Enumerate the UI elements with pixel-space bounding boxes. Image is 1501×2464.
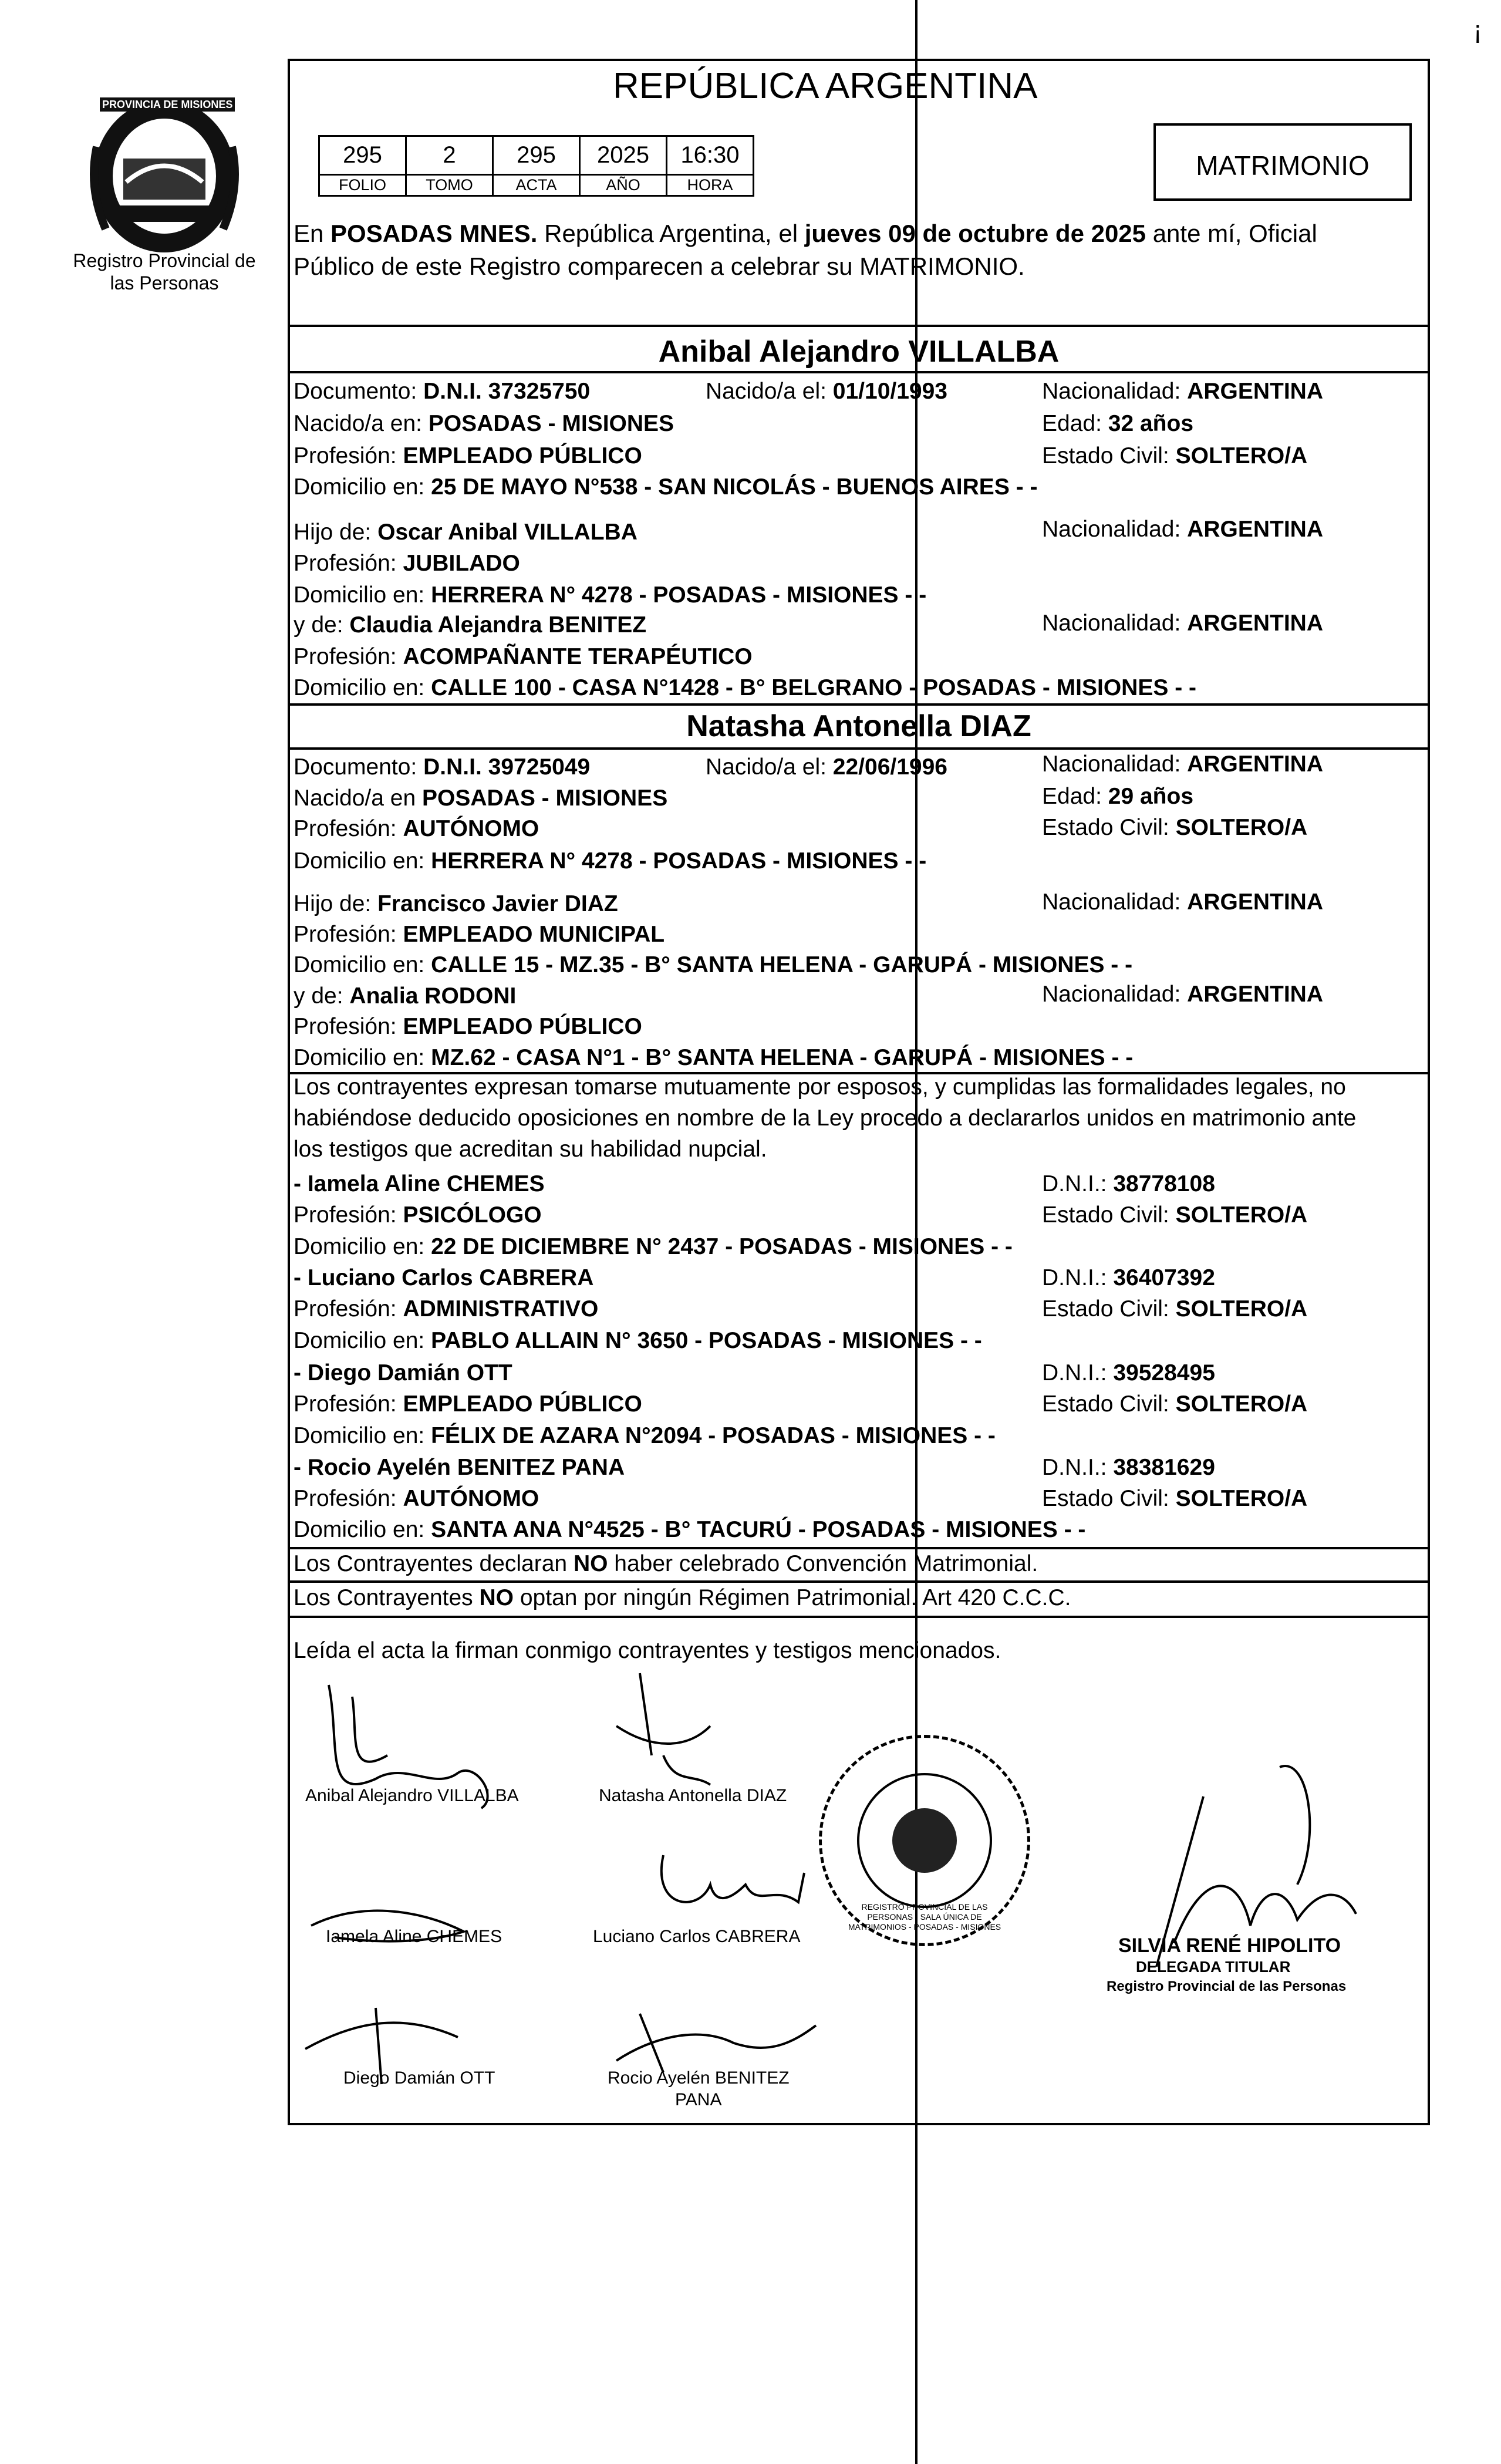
witness3-name: - Diego Damián OTT <box>294 1360 512 1386</box>
value: Analia RODONI <box>349 983 517 1009</box>
spouse2-edad <box>1042 784 1193 810</box>
label: Documento: <box>294 379 417 404</box>
signature-1-caption: Anibal Alejandro VILLALBA <box>305 1786 519 1805</box>
label: Profesión: <box>294 1202 397 1228</box>
value: CALLE 15 - MZ.35 - B° SANTA HELENA - GARUPÁ - MISIONES - - <box>431 952 1133 977</box>
spouse2-father-domicilio <box>294 952 1132 978</box>
label: Documento: <box>294 754 417 780</box>
divider <box>288 371 1430 373</box>
value: 22/06/1996 <box>832 754 947 780</box>
label: Domicilio en: <box>294 1234 425 1259</box>
text: optan por ningún Régimen Patrimonial. Art 420 C.C.C. <box>514 1585 1071 1610</box>
spouse1-nacionalidad <box>1042 379 1323 405</box>
label: Edad: <box>1042 784 1102 809</box>
label: Domicilio en: <box>294 848 425 874</box>
value: D.N.I. 37325750 <box>423 379 591 404</box>
label: Domicilio en: <box>294 474 425 500</box>
spouse1-father-domicilio <box>294 582 926 608</box>
value: 38381629 <box>1113 1455 1215 1480</box>
value: SOLTERO/A <box>1175 1296 1308 1322</box>
doc-type-box <box>1153 123 1412 201</box>
label: Estado Civil: <box>1042 1202 1169 1228</box>
spouse1-father-profesion <box>294 551 520 577</box>
value: EMPLEADO PÚBLICO <box>403 1014 642 1039</box>
label: Estado Civil: <box>1042 1486 1169 1511</box>
spouse1-father-name <box>294 520 637 545</box>
witness1-name: - Iamela Aline CHEMES <box>294 1171 545 1196</box>
spouse1-documento <box>294 379 590 405</box>
spouse2-father-nacionalidad <box>1042 889 1323 915</box>
spouse1-father-nacionalidad <box>1042 517 1323 542</box>
spouse1-mother-name <box>294 612 646 638</box>
divider <box>288 703 1430 706</box>
value: SOLTERO/A <box>1175 1202 1308 1228</box>
spouse2-profesion <box>294 816 539 842</box>
spouse2-nacido-en <box>294 786 667 811</box>
signature-4-icon <box>662 1855 804 1902</box>
value: EMPLEADO MUNICIPAL <box>403 922 665 947</box>
declaration-line-1: Los contrayentes expresan tomarse mutuamente por esposos, y cumplidas las formalidades legales, no <box>294 1074 1346 1100</box>
value: POSADAS - MISIONES <box>428 411 674 436</box>
folio-value: 295 <box>319 136 406 175</box>
label: Hijo de: <box>294 520 372 545</box>
label: Profesión: <box>294 922 397 947</box>
official-office: Registro Provincial de las Personas <box>1107 1978 1347 1994</box>
seal-center-emblem-icon <box>892 1808 957 1873</box>
ano-label: AÑO <box>580 175 667 196</box>
label: D.N.I.: <box>1042 1265 1107 1290</box>
value: ARGENTINA <box>1187 889 1324 915</box>
spouse2-name: Natasha Antonella DIAZ <box>686 709 1031 743</box>
label: Profesión: <box>294 1296 397 1322</box>
label: Nacionalidad: <box>1042 982 1181 1007</box>
value: SANTA ANA N°4525 - B° TACURÚ - POSADAS - MISIONES - - <box>431 1517 1086 1542</box>
divider <box>288 1580 1430 1583</box>
label: Domicilio en: <box>294 1045 425 1070</box>
value: D.N.I. 39725049 <box>423 754 591 780</box>
text: haber celebrado Convención Matrimonial. <box>608 1551 1038 1576</box>
value: CALLE 100 - CASA N°1428 - B° BELGRANO - POSADAS - MISIONES - - <box>431 675 1197 700</box>
label: Domicilio en: <box>294 1517 425 1542</box>
emblem-text: PROVINCIA DE MISIONES <box>100 97 235 112</box>
official-seal <box>819 1735 1030 1946</box>
witness4-profesion <box>294 1486 539 1512</box>
spouse2-mother-profesion <box>294 1014 642 1040</box>
value: FÉLIX DE AZARA N°2094 - POSADAS - MISIONES - - <box>431 1423 996 1448</box>
folio-label: FOLIO <box>319 175 406 196</box>
witness3-domicilio <box>294 1423 996 1449</box>
witness2-profesion <box>294 1296 598 1322</box>
witness2-estado-civil <box>1042 1296 1307 1322</box>
label: Profesión: <box>294 443 397 468</box>
intro-text-b: República Argentina, el <box>537 220 805 247</box>
signature-3-caption: Iamela Aline CHEMES <box>326 1927 502 1946</box>
value: SOLTERO/A <box>1175 1486 1308 1511</box>
convention-line-2 <box>294 1585 1071 1611</box>
edge-mark: ¡ <box>1473 16 1482 45</box>
hora-label: HORA <box>667 175 754 196</box>
value: SOLTERO/A <box>1175 815 1308 840</box>
witness2-name: - Luciano Carlos CABRERA <box>294 1265 594 1290</box>
spouse1-domicilio <box>294 474 1037 500</box>
ano-value: 2025 <box>580 136 667 175</box>
value: ARGENTINA <box>1187 751 1324 777</box>
intro-date: jueves 09 de octubre de 2025 <box>804 220 1146 247</box>
value: PSICÓLOGO <box>403 1202 542 1228</box>
emblem-caption <box>100 99 233 111</box>
witness2-domicilio <box>294 1328 982 1354</box>
intro-text-c: ante mí, Oficial <box>1146 220 1317 247</box>
value: ARGENTINA <box>1187 611 1324 636</box>
label: Estado Civil: <box>1042 1391 1169 1417</box>
spouse1-estado-civil <box>1042 443 1307 469</box>
spouse2-mother-nacionalidad <box>1042 982 1323 1007</box>
label: Nacido/a el: <box>706 754 827 780</box>
logo-caption: Registro Provincial de las Personas <box>73 250 256 294</box>
intro-place: POSADAS MNES. <box>330 220 538 247</box>
value: 01/10/1993 <box>832 379 947 404</box>
witness2-dni <box>1042 1265 1215 1291</box>
tomo-label: TOMO <box>406 175 493 196</box>
intro-line-2: Público de este Registro comparecen a celebrar su MATRIMONIO. <box>294 252 1025 280</box>
spouse2-father-name <box>294 891 618 917</box>
label: Domicilio en: <box>294 1423 425 1448</box>
label: Estado Civil: <box>1042 815 1169 840</box>
spouse1-mother-nacionalidad <box>1042 611 1323 636</box>
spouse2-domicilio <box>294 848 926 874</box>
declaration-line-2: habiéndose deducido oposiciones en nombre de la Ley procedo a declararlos unidos en matrimonio ante <box>294 1105 1357 1131</box>
label: Hijo de: <box>294 891 372 916</box>
value: SOLTERO/A <box>1175 1391 1308 1417</box>
divider <box>288 1547 1430 1549</box>
label: y de: <box>294 612 343 638</box>
divider <box>288 1616 1430 1618</box>
value: 22 DE DICIEMBRE N° 2437 - POSADAS - MISIONES - - <box>431 1234 1013 1259</box>
spouse2-nacido-el <box>706 754 947 780</box>
label: y de: <box>294 983 343 1009</box>
witness4-domicilio <box>294 1517 1085 1543</box>
label: Edad: <box>1042 411 1102 436</box>
value: 29 años <box>1108 784 1194 809</box>
tomo-value: 2 <box>406 136 493 175</box>
registry-logo <box>82 94 247 270</box>
label: Nacionalidad: <box>1042 751 1181 777</box>
witness3-estado-civil <box>1042 1391 1307 1417</box>
value: 36407392 <box>1113 1265 1215 1290</box>
value: AUTÓNOMO <box>403 816 539 841</box>
value: HERRERA N° 4278 - POSADAS - MISIONES - - <box>431 848 927 874</box>
divider <box>288 747 1430 750</box>
label: Profesión: <box>294 1014 397 1039</box>
witness4-estado-civil <box>1042 1486 1307 1512</box>
value: ARGENTINA <box>1187 517 1324 542</box>
value: MZ.62 - CASA N°1 - B° SANTA HELENA - GARUPÁ - MISIONES - - <box>431 1045 1134 1070</box>
witness1-dni <box>1042 1171 1215 1197</box>
witness3-dni <box>1042 1360 1215 1386</box>
value: PABLO ALLAIN N° 3650 - POSADAS - MISIONES - - <box>431 1328 982 1353</box>
spouse2-estado-civil <box>1042 815 1307 841</box>
divider <box>288 325 1430 327</box>
spouse2-nacionalidad <box>1042 751 1323 777</box>
value: HERRERA N° 4278 - POSADAS - MISIONES - - <box>431 582 927 608</box>
label: Nacionalidad: <box>1042 379 1181 404</box>
value: 25 DE MAYO N°538 - SAN NICOLÁS - BUENOS AIRES - - <box>431 474 1038 500</box>
value: 39528495 <box>1113 1360 1215 1386</box>
value: POSADAS - MISIONES <box>421 786 668 811</box>
label: Domicilio en: <box>294 582 425 608</box>
official-title: DELEGADA TITULAR <box>1136 1958 1291 1976</box>
label: Domicilio en: <box>294 1328 425 1353</box>
label: D.N.I.: <box>1042 1171 1107 1196</box>
value: ARGENTINA <box>1187 982 1324 1007</box>
witness4-dni <box>1042 1455 1215 1481</box>
label: Domicilio en: <box>294 952 425 977</box>
no-text: NO <box>573 1551 608 1576</box>
label: D.N.I.: <box>1042 1360 1107 1386</box>
label: D.N.I.: <box>1042 1455 1107 1480</box>
label: Estado Civil: <box>1042 443 1169 468</box>
closing-text: Leída el acta la firman conmigo contrayentes y testigos mencionados. <box>294 1638 1001 1663</box>
hora-value: 16:30 <box>667 136 754 175</box>
signature-2-caption: Natasha Antonella DIAZ <box>599 1786 787 1805</box>
value: 38778108 <box>1113 1171 1215 1196</box>
value: EMPLEADO PÚBLICO <box>403 443 642 468</box>
acta-value: 295 <box>493 136 580 175</box>
value: ARGENTINA <box>1187 379 1324 404</box>
spouse2-mother-name <box>294 983 516 1009</box>
intro-line-1 <box>294 220 1317 248</box>
label: Nacido/a en <box>294 786 416 811</box>
registry-table <box>318 135 754 197</box>
label: Profesión: <box>294 644 397 669</box>
label: Nacionalidad: <box>1042 611 1181 636</box>
acta-label: ACTA <box>493 175 580 196</box>
spouse1-profesion <box>294 443 642 469</box>
official-name: SILVIA RENÉ HIPOLITO <box>1118 1934 1341 1957</box>
spouse1-mother-domicilio <box>294 675 1196 701</box>
label: Domicilio en: <box>294 675 425 700</box>
spouse1-edad <box>1042 411 1193 437</box>
label: Estado Civil: <box>1042 1296 1169 1322</box>
spouse1-name: Anibal Alejandro VILLALBA <box>658 335 1060 369</box>
witness3-profesion <box>294 1391 642 1417</box>
spouse1-nacido-el <box>706 379 947 405</box>
value: EMPLEADO PÚBLICO <box>403 1391 642 1417</box>
spouse2-documento <box>294 754 590 780</box>
intro-text-a: En <box>294 220 331 247</box>
value: Francisco Javier DIAZ <box>377 891 618 916</box>
value: AUTÓNOMO <box>403 1486 539 1511</box>
signature-6-icon <box>616 2014 816 2072</box>
signature-2-icon <box>616 1673 710 1785</box>
seal-text: REGISTRO PROVINCIAL DE LAS PERSONAS - SALA ÚNICA DE MATRIMONIOS - POSADAS - MISIONES <box>848 1902 1001 1932</box>
signature-6-caption-a: Rocio Ayelén BENITEZ <box>608 2068 790 2088</box>
spouse2-father-profesion <box>294 922 665 948</box>
value: Oscar Anibal VILLALBA <box>377 520 637 545</box>
misiones-emblem-icon <box>82 94 247 270</box>
label: Profesión: <box>294 1391 397 1417</box>
value: JUBILADO <box>403 551 520 576</box>
doc-type-label: MATRIMONIO <box>1196 150 1370 181</box>
label: Nacionalidad: <box>1042 517 1181 542</box>
value: Claudia Alejandra BENITEZ <box>349 612 647 638</box>
witness4-name: - Rocio Ayelén BENITEZ PANA <box>294 1455 625 1480</box>
witness1-estado-civil <box>1042 1202 1307 1228</box>
label: Profesión: <box>294 1486 397 1511</box>
text: Los Contrayentes <box>294 1585 480 1610</box>
no-text: NO <box>479 1585 514 1610</box>
signature-4-caption: Luciano Carlos CABRERA <box>593 1927 801 1946</box>
witness1-domicilio <box>294 1234 1013 1260</box>
witness1-profesion <box>294 1202 542 1228</box>
value: 32 años <box>1108 411 1194 436</box>
signature-6-caption-b: PANA <box>675 2090 722 2109</box>
document-title: REPÚBLICA ARGENTINA <box>613 66 1038 106</box>
value: ACOMPAÑANTE TERAPÉUTICO <box>403 644 753 669</box>
signature-5-caption: Diego Damián OTT <box>343 2068 495 2088</box>
label: Nacido/a el: <box>706 379 827 404</box>
spouse1-nacido-en <box>294 411 674 437</box>
declaration-line-3: los testigos que acreditan su habilidad nupcial. <box>294 1137 767 1162</box>
label: Profesión: <box>294 816 397 841</box>
spouse1-mother-profesion <box>294 644 753 670</box>
value: ADMINISTRATIVO <box>403 1296 599 1322</box>
value: SOLTERO/A <box>1175 443 1308 468</box>
label: Nacido/a en: <box>294 411 422 436</box>
text: Los Contrayentes declaran <box>294 1551 574 1576</box>
convention-line-1 <box>294 1551 1038 1577</box>
label: Profesión: <box>294 551 397 576</box>
label: Nacionalidad: <box>1042 889 1181 915</box>
spouse2-mother-domicilio <box>294 1045 1133 1071</box>
